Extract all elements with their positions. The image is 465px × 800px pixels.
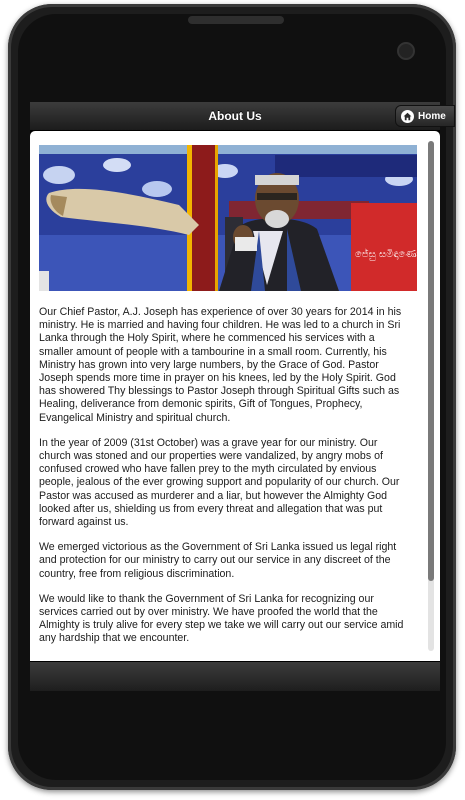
article-paragraph: Our Chief Pastor, A.J. Joseph has experience of over 30 years for 2014 in his ministry. He is married and having four children. He was led to a church in Sri Lanka through the Holy Spirit, where he commenced his services with a smaller amount of people with a tambourine in a small room. Currently, his Ministry has grown into very large numbers, by the Grace of God. Pastor Joseph spends more time in prayer on his knees, led by the Holy Spirit. God has showered Thy blessings to Pastor Joseph through Spiritual Gifts such as Healing, deliverance from demonic spirits, Gift of Tongues, Prophecy, Evangelical Ministry and spiritual church. [39, 306, 402, 424]
speaker-grille [188, 16, 284, 24]
content-area [30, 131, 440, 661]
page-title: About Us [208, 109, 262, 123]
pastor-photo [39, 145, 420, 291]
front-camera [397, 42, 415, 60]
banner-text: ජේසු සමිඳාණෝ [355, 249, 420, 260]
app-screen [30, 102, 446, 690]
app-header [30, 102, 446, 131]
home-button-label: Home [418, 111, 446, 122]
home-icon [401, 110, 414, 123]
article-paragraph: We emerged victorious as the Government of Sri Lanka issued us legal right and protection for our ministry to carry out our service in any discreet of the country, free from religious discrimination. [39, 541, 397, 580]
scrollbar[interactable] [428, 141, 434, 651]
scrollbar-thumb[interactable] [428, 141, 434, 581]
article-paragraph: In the year of 2009 (31st October) was a grave year for our ministry. Our church was stoned and our properties were vandalized, by angry mobs of confused crowed who have fallen prey to the myth circulated by envious people, jealous of the ever growing support and popularity of our church. Our Pastor was accused as murderer and a liar, but however the Almighty God looked after us, shielding us from every threat and allegation that was put forward against us. [39, 436, 400, 529]
article-paragraph: We would like to thank the Government of Sri Lanka for recognizing our services carried out by over ministry. We have proofed the world that the Almighty is truly alive for every step we take we will carry out our service amid any hardship that we encounter. [39, 592, 404, 645]
about-article [39, 306, 411, 658]
app-footer [30, 661, 440, 691]
home-button[interactable] [395, 105, 455, 127]
